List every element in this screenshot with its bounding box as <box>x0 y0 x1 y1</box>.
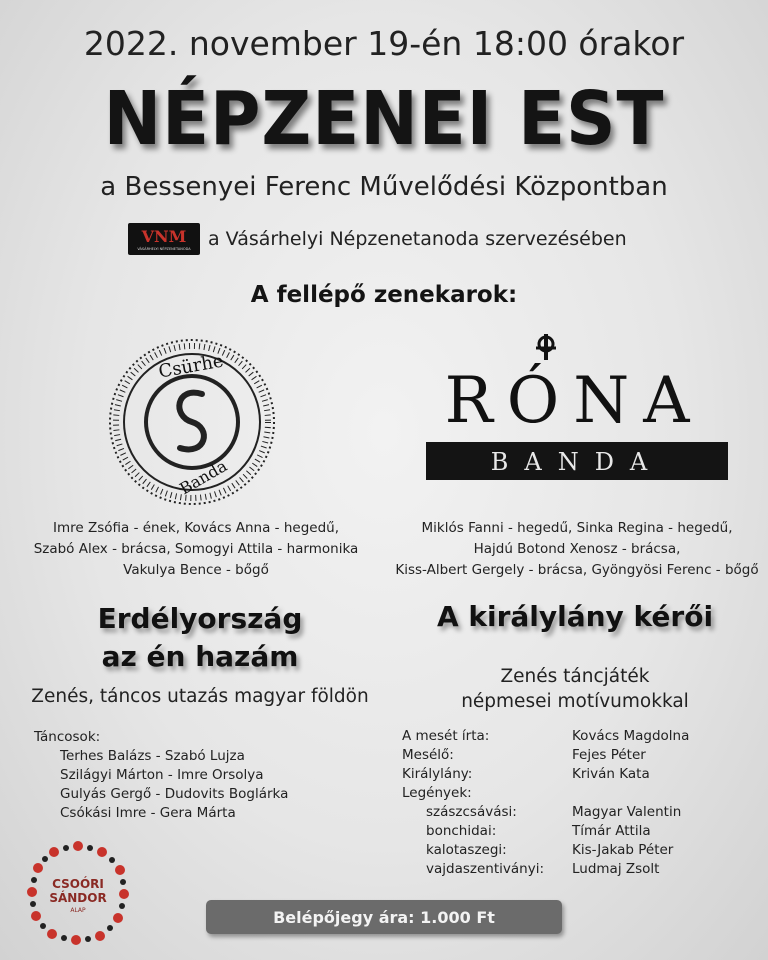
performers-heading: A fellépő zenekarok: <box>250 282 518 308</box>
member-line: Imre Zsófia - ének, Kovács Anna - hegedű, <box>53 520 339 536</box>
list-item: Csókási Imre - Gera Márta <box>60 805 236 821</box>
show2-subtitle-line: népmesei motívumokkal <box>461 691 689 712</box>
organizer-row <box>128 222 627 256</box>
dancers-label: Táncosok: <box>34 729 101 745</box>
event-date: 2022. november 19-én 18:00 órakor <box>83 24 685 63</box>
credit-roles <box>402 727 572 879</box>
list-item: Gulyás Gergő - Dudovits Boglárka <box>60 786 289 802</box>
rona-logo-word: RÓNA <box>444 364 704 438</box>
list-item: Terhes Balázs - Szabó Lujza <box>60 748 245 764</box>
credit-name: Kriván Kata <box>572 766 650 782</box>
member-line: Kiss-Albert Gergely - brácsa, Gyöngyösi Ferenc - bőgő <box>395 562 759 578</box>
member-line: Hajdú Botond Xenosz - brácsa, <box>473 541 681 557</box>
member-line: Vakulya Bence - bőgő <box>123 562 269 578</box>
csurhe-banda-logo <box>106 336 278 508</box>
rona-logo-subtitle: BANDA <box>490 448 664 476</box>
credit-role: A mesét írta: <box>402 728 490 744</box>
credit-name: Fejes Péter <box>572 747 646 763</box>
organizer-logo <box>128 223 200 255</box>
credit-role: Legények: <box>402 785 472 801</box>
event-title: NÉPZENEI EST <box>103 76 665 162</box>
sponsor-line1: CSOÓRI <box>52 877 104 891</box>
svg-text:VNM: VNM <box>141 227 187 246</box>
show1-title-line: Erdélyország <box>97 602 303 635</box>
credit-role: bonchidai: <box>426 823 497 839</box>
credit-name: Tímár Attila <box>572 823 651 839</box>
csurhe-logo-bottom-text: Banda <box>176 456 231 499</box>
credit-name: Kovács Magdolna <box>572 728 690 744</box>
dancers-list <box>60 747 288 823</box>
credit-name <box>572 784 752 803</box>
rona-banda-logo <box>424 330 730 482</box>
show2-title: A királylány kérői <box>436 600 714 633</box>
list-item: Szilágyi Márton - Imre Orsolya <box>60 767 264 783</box>
credit-name: Magyar Valentin <box>572 804 682 820</box>
csurhe-members <box>20 518 372 581</box>
credit-role: kalotaszegi: <box>426 842 507 858</box>
organizer-text: a Vásárhelyi Népzenetanoda szervezésében <box>208 228 627 250</box>
ticket-price-badge: Belépőjegy ára: 1.000 Ft <box>206 900 562 934</box>
violin-scroll-icon <box>536 334 556 360</box>
credit-names <box>572 727 752 879</box>
sponsor-line3: ALAP <box>70 907 86 914</box>
show2-subtitle <box>400 664 750 714</box>
show2-subtitle-line: Zenés táncjáték <box>500 666 650 687</box>
member-line: Miklós Fanni - hegedű, Sinka Regina - hegedű, <box>421 520 733 536</box>
credit-name: Ludmaj Zsolt <box>572 861 660 877</box>
credit-role: Mesélő: <box>402 747 454 763</box>
member-line: Szabó Alex - brácsa, Somogyi Attila - harmonika <box>33 541 359 557</box>
credit-role: Királylány: <box>402 766 473 782</box>
rona-members <box>392 518 762 581</box>
csurhe-logo-top-text: Csürhe <box>156 350 226 383</box>
sponsor-line2: SÁNDOR <box>49 891 107 905</box>
event-venue: a Bessenyei Ferenc Művelődési Központban <box>100 172 668 202</box>
show1-title-line: az én hazám <box>101 640 299 673</box>
show1-subtitle: Zenés, táncos utazás magyar földön <box>31 686 369 707</box>
organizer-logo-caption: VÁSÁRHELYI NÉPZENETANODA <box>137 247 191 251</box>
csoori-sandor-alap-logo <box>24 838 132 946</box>
credit-name: Kis-Jakab Péter <box>572 842 674 858</box>
credit-role: szászcsávási: <box>426 804 517 820</box>
credit-role: vajdaszentiványi: <box>426 861 544 877</box>
show1-title <box>40 600 360 676</box>
